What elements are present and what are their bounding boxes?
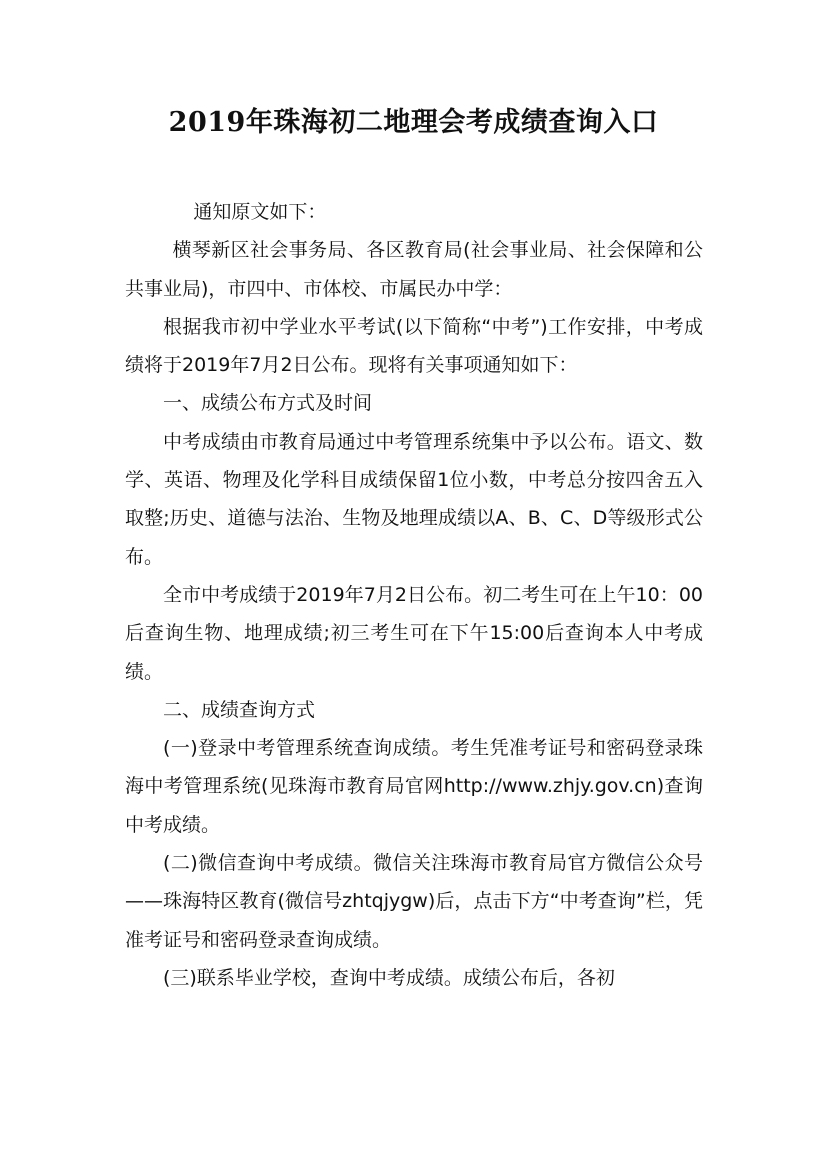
document-title: 2019年珠海初二地理会考成绩查询入口 <box>168 107 659 138</box>
query-method-wechat-paragraph: (二)微信查询中考成绩。微信关注珠海市教育局官方微信公众号——珠海特区教育(微信号zhtqjygw)后，点击下方“中考查询”栏，凭准考证号和密码登录查询成绩。 <box>125 852 703 951</box>
addressee-paragraph: 横琴新区社会事务局、各区教育局(社会事业局、社会保障和公共事业局)，市四中、市体校、市属民办中学： <box>125 239 703 300</box>
publication-method-paragraph: 中考成绩由市教育局通过中考管理系统集中予以公布。语文、数学、英语、物理及化学科目成绩保留1位小数，中考总分按四舍五入取整;历史、道德与法治、生物及地理成绩以A、B、C、D等级形式公布。 <box>125 430 703 568</box>
query-method-school-paragraph: (三)联系毕业学校，查询中考成绩。成绩公布后，各初 <box>163 966 615 989</box>
background-paragraph: 根据我市初中学业水平考试(以下简称“中考”)工作安排，中考成绩将于2019年7月2日公布。现将有关事项通知如下： <box>125 315 703 377</box>
section-heading-1: 一、成绩公布方式及时间 <box>163 392 373 415</box>
query-method-system-paragraph: (一)登录中考管理系统查询成绩。考生凭准考证号和密码登录珠海中考管理系统(见珠海市教育局官网http://www.zhjy.gov.cn)查询中考成绩。 <box>125 737 703 836</box>
document-body <box>125 193 703 997</box>
publication-time-paragraph: 全市中考成绩于2019年7月2日公布。初二考生可在上午10：00后查询生物、地理成绩;初三考生可在下午15:00后查询本人中考成绩。 <box>125 583 703 683</box>
section-heading-2: 二、成绩查询方式 <box>163 698 316 721</box>
intro-paragraph: 通知原文如下： <box>193 201 327 223</box>
